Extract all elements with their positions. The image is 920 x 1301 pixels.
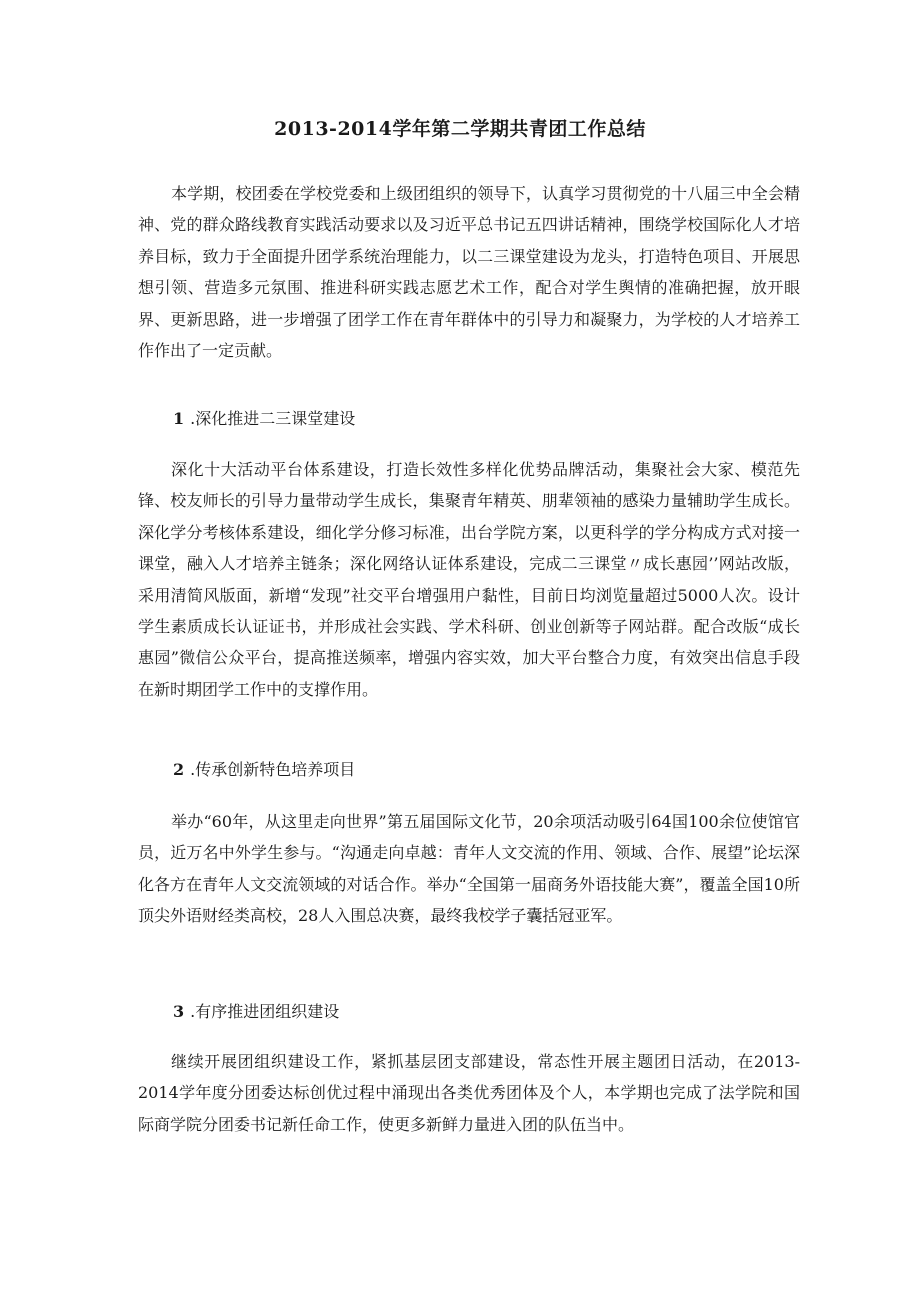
section-body-3 [138,1046,800,1140]
section-heading-1 [173,407,355,431]
section-body-text: 举办“60年，从这里走向世界”第五届国际文化节，20余项活动吸引64国100余位使馆官员，近万名中外学生参与。“沟通走向卓越：青年人文交流的作用、领域、合作、展望”论坛深化各方在青年人文交流领域的对话合作。举办“全国第一届商务外语技能大赛”，覆盖全国10所顶尖外语财经类高校，28人入围总决赛，最终我校学子囊括冠亚军。 [138,812,800,926]
section-body-2 [138,806,800,932]
section-body-text: 深化十大活动平台体系建设，打造长效性多样化优势品牌活动，集聚社会大家、模范先锋、校友师长的引导力量带动学生成长，集聚青年精英、朋辈领袖的感染力量辅助学生成长。深化学分考核体系建设，细化学分修习标准，出台学院方案，以更科学的学分构成方式对接一课堂，融入人才培养主链条；深化网络认证体系建设，完成二三课堂〃成长惠园’’网站改版，采用清简风版面，新增“发现”社交平台增强用户黏性，目前日均浏览量超过5000人次。设计学生素质成长认证证书，并形成社会实践、学术科研、创业创新等子网站群。配合改版“成长惠园”微信公众平台，提高推送频率，增强内容实效，加大平台整合力度，有效突出信息手段在新时期团学工作中的支撑作用。 [138,460,800,699]
section-number: 2 [173,760,185,779]
intro-paragraph [138,178,800,366]
section-number: 3 [173,1002,185,1021]
intro-text: 本学期，校团委在学校党委和上级团组织的领导下，认真学习贯彻党的十八届三中全会精神、党的群众路线教育实践活动要求以及习近平总书记五四讲话精神，围绕学校国际化人才培养目标，致力于全面提升团学系统治理能力，以二三课堂建设为龙头，打造特色项目、开展思想引领、营造多元氛围、推进科研实践志愿艺术工作，配合对学生舆情的准确把握，放开眼界、更新思路，进一步增强了团学工作在青年群体中的引导力和凝聚力，为学校的人才培养工作作出了一定贡献。 [138,184,800,361]
document-title: 2013-2014学年第二学期共青团工作总结 [274,118,646,140]
section-heading-text: .有序推进团组织建设 [190,1002,340,1021]
section-heading-text: .传承创新特色培养项目 [190,760,356,779]
section-body-1 [138,454,800,705]
section-heading-3 [173,1000,339,1024]
section-heading-text: .深化推进二三课堂建设 [190,409,356,428]
section-number: 1 [173,409,185,428]
section-body-text: 继续开展团组织建设工作，紧抓基层团支部建设，常态性开展主题团日活动，在2013-2014学年度分团委达标创优过程中涌现出各类优秀团体及个人，本学期也完成了法学院和国际商学院分团委书记新任命工作，使更多新鲜力量进入团的队伍当中。 [138,1052,800,1134]
section-heading-2 [173,758,355,782]
